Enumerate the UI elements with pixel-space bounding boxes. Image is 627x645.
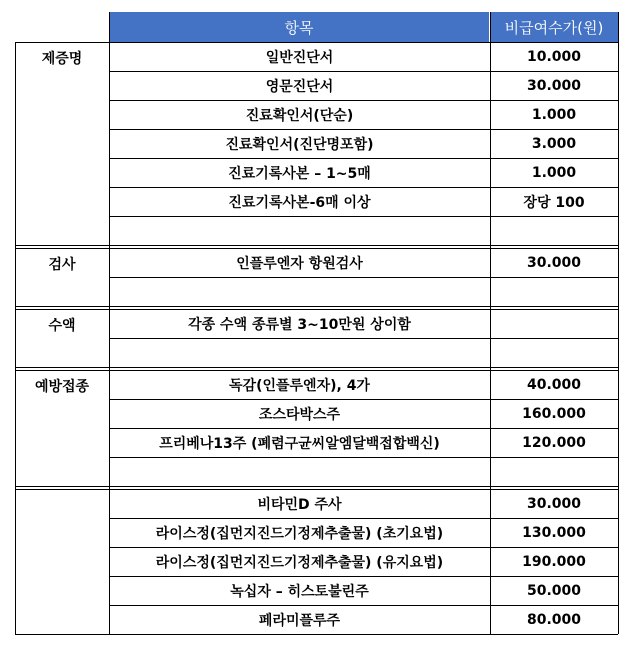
item-cell [109, 457, 490, 486]
column-divider [618, 12, 619, 634]
price-cell: 10.000 [526, 48, 582, 65]
column-divider [109, 12, 110, 634]
item-cell: 진료확인서(단순) [245, 107, 354, 124]
price-cell: 30.000 [526, 77, 582, 94]
price-cell: 3.000 [531, 135, 577, 152]
price-cell [490, 457, 618, 486]
item-cell: 녹십자 – 히스토불린주 [230, 583, 369, 600]
price-cell: 1.000 [531, 106, 577, 123]
price-cell [490, 338, 618, 367]
item-cell: 영문진단서 [265, 78, 334, 95]
group-divider [15, 634, 618, 635]
category-label: 검사 [48, 257, 76, 273]
price-cell: 130.000 [522, 524, 586, 541]
group-divider [15, 306, 618, 307]
price-cell: 장당 100 [523, 194, 585, 211]
price-cell: 30.000 [526, 495, 582, 512]
item-cell: 페라미플루주 [258, 612, 341, 629]
price-table [15, 12, 618, 630]
price-cell [490, 277, 618, 306]
price-cell: 80.000 [526, 611, 582, 628]
item-cell: 각종 수액 종류별 3~10만원 상이함 [188, 316, 411, 333]
price-cell: 40.000 [526, 376, 582, 393]
group-divider [15, 367, 618, 368]
group-divider [15, 486, 618, 487]
item-cell [109, 338, 490, 367]
item-cell: 비타민D 주사 [257, 496, 342, 513]
item-cell [109, 216, 490, 245]
item-cell: 라이스정(집먼지진드기정제추출물) (초기요법) [155, 525, 444, 542]
column-divider [490, 12, 491, 634]
item-cell: 독감(인플루엔자), 4가 [229, 377, 370, 394]
column-divider [15, 42, 16, 634]
item-cell: 프리베나13주 (폐렴구균씨알엠달백접합백신) [159, 435, 440, 452]
header-item: 항목 [109, 12, 489, 42]
item-cell [109, 277, 490, 306]
item-cell: 라이스정(집먼지진드기정제추출물) (유지요법) [155, 554, 444, 571]
item-cell: 진료확인서(진단명포함) [225, 136, 374, 153]
price-cell: 30.000 [526, 254, 582, 271]
group-divider [15, 245, 618, 246]
item-cell: 일반진단서 [265, 49, 334, 66]
item-cell: 조스타박스주 [258, 406, 341, 423]
price-cell: 120.000 [522, 434, 586, 451]
item-cell: 인플루엔자 항원검사 [236, 255, 363, 272]
category-label: 수액 [48, 318, 76, 334]
price-cell: 160.000 [522, 405, 586, 422]
category-label: 예방접종 [34, 379, 90, 395]
item-cell: 진료기록사본-6매 이상 [228, 194, 371, 211]
header-price: 비급여수가(원) [490, 12, 618, 42]
item-cell: 진료기록사본 – 1~5매 [228, 165, 371, 182]
price-cell: 50.000 [526, 582, 582, 599]
price-cell: 1.000 [531, 164, 577, 181]
price-cell [490, 309, 618, 338]
price-cell: 190.000 [522, 553, 586, 570]
category-label: 제증명 [41, 51, 83, 67]
price-cell [490, 216, 618, 245]
